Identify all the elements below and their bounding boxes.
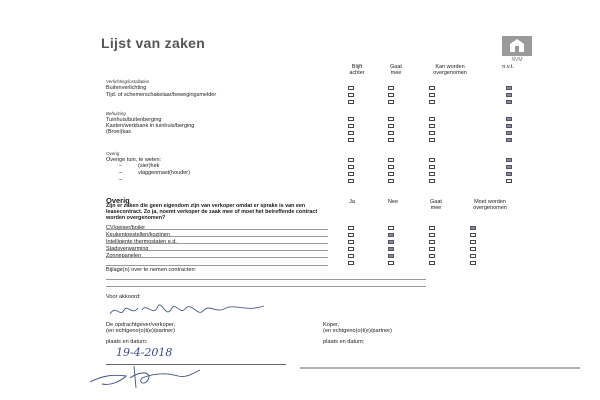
checkbox[interactable] [348,131,354,135]
dash: – [119,177,123,183]
bijlage-line [106,279,426,280]
checkbox[interactable] [388,261,394,265]
checkbox[interactable] [429,117,435,121]
item-label: Tijd. of schemerschakelaar/bewegingsmelder [106,92,217,98]
checkbox[interactable] [429,124,435,128]
section-heading: Overig [106,151,120,156]
row-rule [106,236,328,237]
checkbox[interactable] [429,261,435,265]
checkbox[interactable] [348,93,354,97]
col-moet-worden: Moet worden overgenomen [473,199,507,211]
koper-line2: (en echtgeno(o)t(e)/partner) [323,328,393,334]
row-rule [106,265,328,266]
koper-line1: Koper, [323,322,340,328]
checkbox[interactable] [506,158,512,162]
item-label: Stadsverwarming [106,246,149,252]
section-heading: Verlichting/installaties [106,79,150,84]
col-kan-worden: Kan worden overgenomen [433,64,467,76]
house-icon [502,36,532,56]
signature-scribble [106,296,276,322]
item-label: Buitenverlichting [106,85,147,91]
checkbox[interactable] [348,124,354,128]
row-rule [106,257,328,258]
checkbox[interactable] [388,172,394,176]
col-ja: Ja [349,199,355,205]
checkbox[interactable] [348,165,354,169]
row-rule [106,250,328,251]
item-label: Kasten/werkbank in tuinhuis/berging [106,123,195,129]
checkbox[interactable] [470,240,476,244]
checkbox[interactable] [388,233,394,237]
checkbox[interactable] [388,179,394,183]
checkbox[interactable] [388,165,394,169]
checkbox[interactable] [388,124,394,128]
koper-signature-line [300,367,580,369]
checkbox[interactable] [388,226,394,230]
checkbox[interactable] [470,261,476,265]
checkbox[interactable] [506,93,512,97]
checkbox[interactable] [429,165,435,169]
checkbox[interactable] [348,172,354,176]
checkbox[interactable] [506,117,512,121]
checkbox[interactable] [429,131,435,135]
checkbox[interactable] [506,172,512,176]
checkbox[interactable] [348,179,354,183]
verkoper-plaats: plaats en datum: [106,339,148,345]
checkbox[interactable] [470,226,476,230]
checkbox[interactable] [506,179,512,183]
section-heading: Behuizing [106,111,126,116]
checkbox[interactable] [388,247,394,251]
checkbox[interactable] [429,86,435,90]
checkbox[interactable] [429,254,435,258]
item-label: Tuinhuis/buitenberging [106,117,162,123]
checkbox[interactable] [348,138,354,142]
col-blijft-achter: Blijft achter [349,64,365,76]
verkoper-line1: De opdrachtgever/verkoper, [106,322,176,328]
checkbox[interactable] [506,131,512,135]
verkoper-line2: (en echtgeno(o)t(e)/partner) [106,328,176,334]
item-label: (sier)hek [138,163,160,169]
row-rule [106,243,328,244]
col-nee: Nee [387,199,399,205]
checkbox[interactable] [388,240,394,244]
checkbox[interactable] [470,247,476,251]
checkbox[interactable] [470,233,476,237]
checkbox[interactable] [506,86,512,90]
checkbox[interactable] [429,138,435,142]
checkbox[interactable] [388,131,394,135]
checkbox[interactable] [348,254,354,258]
signature-scribble [82,360,212,390]
dash: – [119,170,123,176]
handwritten-date: 19-4-2018 [116,346,173,359]
checkbox[interactable] [429,100,435,104]
checkbox[interactable] [506,165,512,169]
checkbox[interactable] [429,179,435,183]
checkbox[interactable] [429,226,435,230]
koper-plaats: plaats en datum: [323,339,365,345]
checkbox[interactable] [348,226,354,230]
checkbox[interactable] [429,233,435,237]
checkbox[interactable] [388,254,394,258]
checkbox[interactable] [388,117,394,121]
checkbox[interactable] [348,86,354,90]
checkbox[interactable] [388,158,394,162]
page-title: Lijst van zaken [101,35,206,51]
checkbox[interactable] [348,100,354,104]
checkbox[interactable] [388,86,394,90]
logo-caption: NVM [511,57,523,63]
checkbox[interactable] [348,261,354,265]
checkbox[interactable] [348,247,354,251]
checkbox[interactable] [470,254,476,258]
item-label: Zonnepanelen [106,253,142,259]
dash: – [119,163,123,169]
col-nvt: n.v.t. [502,64,514,70]
item-label: Intelligente thermostaten e.d. [106,239,177,245]
col-gaat-mee: Gaat mee [430,199,442,211]
checkbox[interactable] [388,138,394,142]
checkbox[interactable] [429,172,435,176]
checkbox[interactable] [506,124,512,128]
checkbox[interactable] [348,233,354,237]
checkbox[interactable] [388,93,394,97]
row-rule [106,229,328,230]
voor-akkoord-label: Voor akkoord: [106,294,141,300]
bijlage-label: Bijlage(n) over te nemen contracten: [106,267,197,273]
nvm-logo [502,36,532,56]
checkbox[interactable] [388,100,394,104]
checkbox[interactable] [429,240,435,244]
col-gaat-mee: Gaat mee [390,64,402,76]
item-label: Overige tuin, te weten: [106,157,162,163]
item-label: Keukentoestellen/kozijnen [106,232,170,238]
item-label: (Broei)kas [106,129,132,135]
checkbox[interactable] [506,138,512,142]
checkbox[interactable] [429,93,435,97]
bijlage-line [106,286,426,287]
checkbox[interactable] [429,247,435,251]
checkbox[interactable] [506,100,512,104]
item-label: CV/geiser/boiler [106,225,146,231]
lease-question: Zijn er zaken die geen eigendom zijn van verkoper omdat er sprake is van een leasecontract. Zo ja, noemt verkoper de zaak mee of moet het betreffende contract worden overgenomen? [106,203,318,222]
item-label: vlaggenmast(houder) [138,170,190,176]
checkbox[interactable] [429,158,435,162]
checkbox[interactable] [348,240,354,244]
overig-heading: Overig [106,196,130,205]
checkbox[interactable] [348,158,354,162]
checkbox[interactable] [348,117,354,121]
